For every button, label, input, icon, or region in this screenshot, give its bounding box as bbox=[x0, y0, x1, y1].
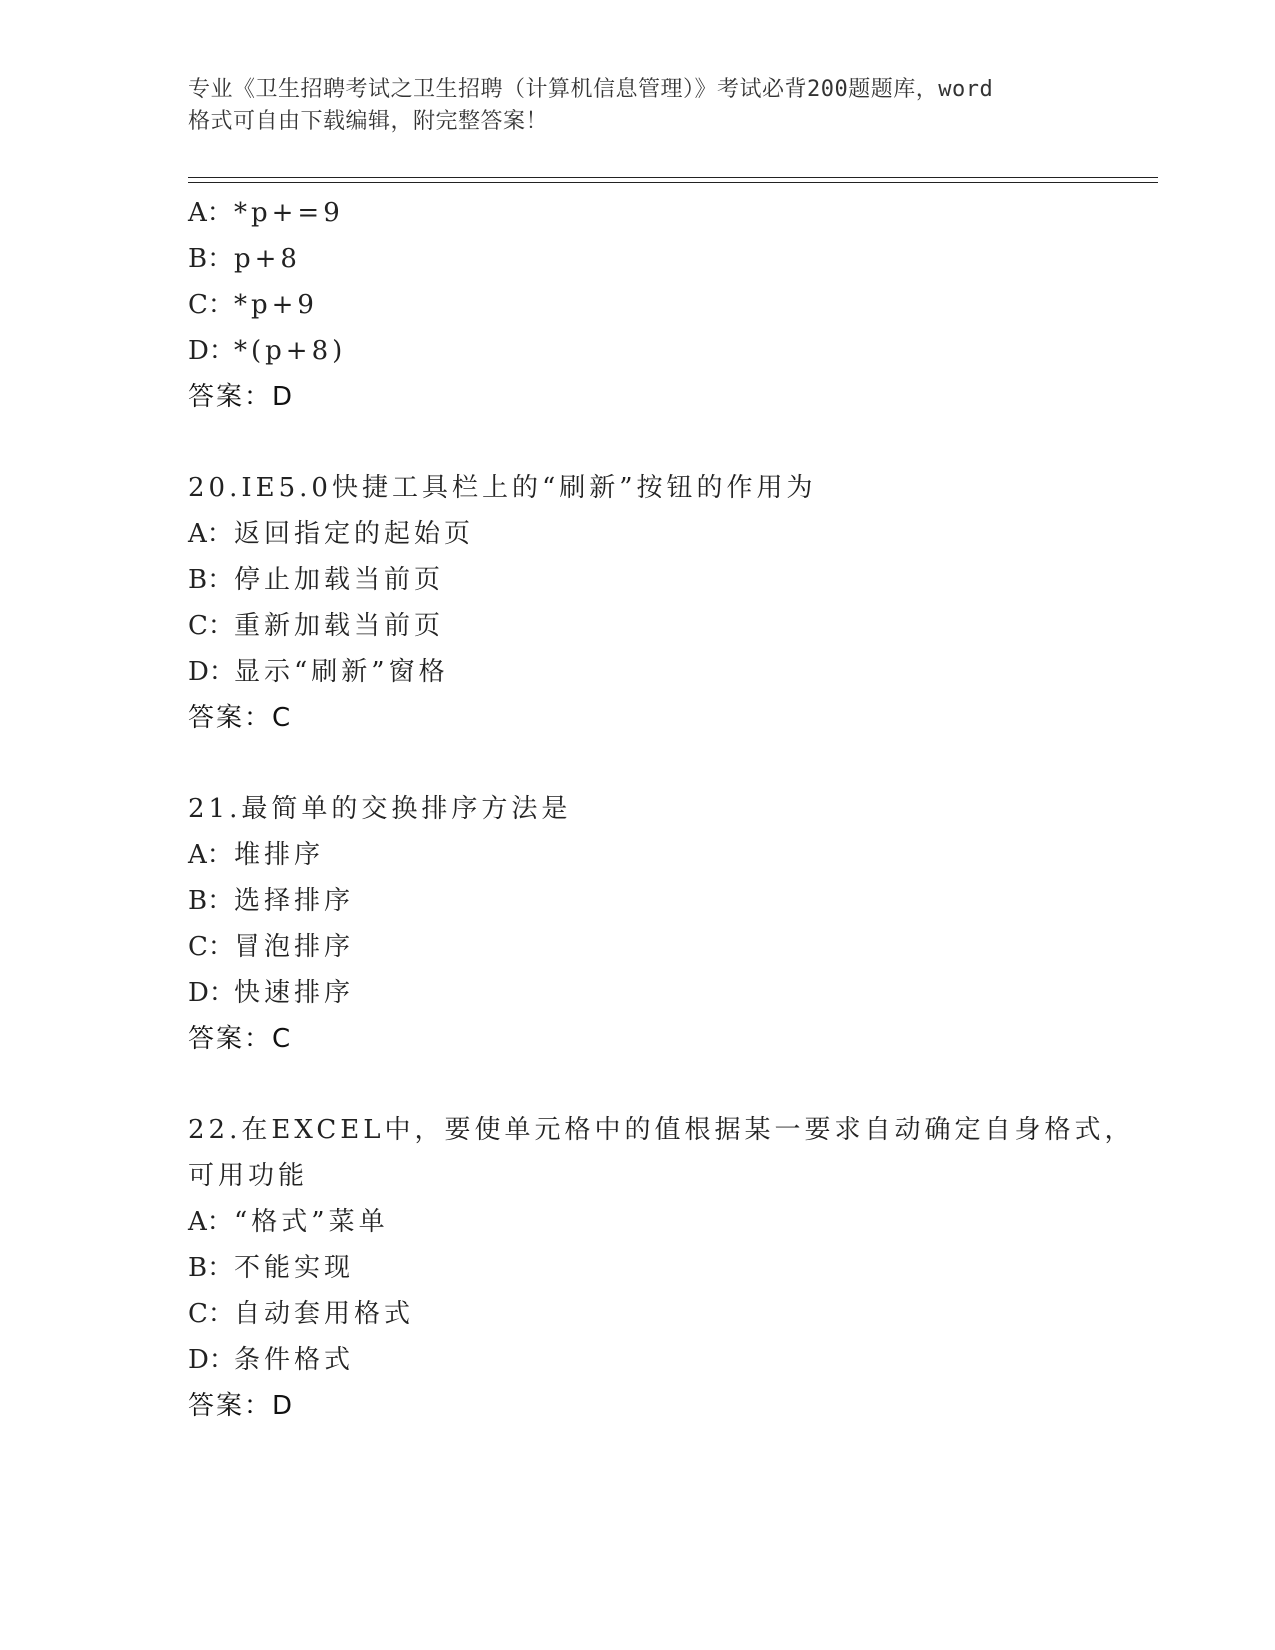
spacer bbox=[188, 741, 1148, 786]
spacer bbox=[188, 420, 1148, 465]
option-key: A： bbox=[188, 840, 233, 870]
option-key: D： bbox=[188, 1345, 235, 1375]
option-text: *p+=9 bbox=[234, 198, 344, 228]
option-key: C： bbox=[188, 932, 234, 962]
header-title-line-2: 格式可自由下载编辑，附完整答案！ bbox=[188, 109, 549, 134]
option-text: *(p+8) bbox=[234, 336, 347, 366]
option-key: B： bbox=[188, 244, 234, 274]
option-text: 堆排序 bbox=[234, 840, 325, 870]
answer-line: 答案：D bbox=[188, 1391, 295, 1421]
option-key: A： bbox=[188, 198, 233, 228]
option-key: D： bbox=[188, 336, 235, 366]
question-block-19 bbox=[188, 190, 1148, 420]
question-title-line-2: 可用功能 bbox=[188, 1161, 309, 1191]
document-header bbox=[188, 74, 1088, 138]
option-b bbox=[188, 1245, 1148, 1291]
option-text: “格式”菜单 bbox=[234, 1207, 389, 1237]
option-key: B： bbox=[188, 1253, 234, 1283]
option-text: *p+9 bbox=[234, 290, 318, 320]
question-block-20 bbox=[188, 465, 1148, 741]
answer-line: 答案：C bbox=[188, 703, 293, 733]
option-b bbox=[188, 557, 1148, 603]
option-c bbox=[188, 603, 1148, 649]
option-b bbox=[188, 878, 1148, 924]
option-text: 重新加载当前页 bbox=[234, 611, 445, 641]
option-b bbox=[188, 236, 1148, 282]
question-block-21 bbox=[188, 786, 1148, 1062]
option-c bbox=[188, 282, 1148, 328]
option-d bbox=[188, 328, 1148, 374]
question-block-22 bbox=[188, 1107, 1148, 1429]
question-title-line-1: 22.在EXCEL中，要使单元格中的值根据某一要求自动确定自身格式， bbox=[188, 1115, 1135, 1145]
option-text: 选择排序 bbox=[234, 886, 355, 916]
option-text: 冒泡排序 bbox=[234, 932, 355, 962]
question-title: 20.IE5.0快捷工具栏上的“刷新”按钮的作用为 bbox=[188, 473, 817, 503]
header-divider-top bbox=[188, 177, 1158, 178]
option-key: A： bbox=[188, 519, 233, 549]
option-key: D： bbox=[188, 978, 235, 1008]
option-key: B： bbox=[188, 886, 234, 916]
header-divider-bottom bbox=[188, 182, 1158, 183]
option-text: 快速排序 bbox=[234, 978, 355, 1008]
option-key: D： bbox=[188, 657, 235, 687]
option-text: 自动套用格式 bbox=[234, 1299, 415, 1329]
option-a bbox=[188, 1199, 1148, 1245]
option-a bbox=[188, 190, 1148, 236]
option-text: 条件格式 bbox=[234, 1345, 355, 1375]
option-text: p+8 bbox=[234, 244, 301, 274]
option-d bbox=[188, 649, 1148, 695]
question-list bbox=[188, 190, 1148, 1429]
option-key: B： bbox=[188, 565, 234, 595]
option-key: C： bbox=[188, 611, 234, 641]
option-c bbox=[188, 1291, 1148, 1337]
answer-line: 答案：D bbox=[188, 382, 295, 412]
option-text: 不能实现 bbox=[234, 1253, 355, 1283]
option-text: 返回指定的起始页 bbox=[234, 519, 475, 549]
question-title: 21.最简单的交换排序方法是 bbox=[188, 794, 572, 824]
option-key: C： bbox=[188, 290, 234, 320]
option-key: A： bbox=[188, 1207, 233, 1237]
option-text: 停止加载当前页 bbox=[234, 565, 445, 595]
option-key: C： bbox=[188, 1299, 234, 1329]
answer-line: 答案：C bbox=[188, 1024, 293, 1054]
option-a bbox=[188, 832, 1148, 878]
option-a bbox=[188, 511, 1148, 557]
option-c bbox=[188, 924, 1148, 970]
spacer bbox=[188, 1062, 1148, 1107]
header-title-line-1: 专业《卫生招聘考试之卫生招聘（计算机信息管理）》考试必背200题题库，word bbox=[188, 77, 994, 102]
option-d bbox=[188, 970, 1148, 1016]
option-text: 显示“刷新”窗格 bbox=[234, 657, 449, 687]
option-d bbox=[188, 1337, 1148, 1383]
